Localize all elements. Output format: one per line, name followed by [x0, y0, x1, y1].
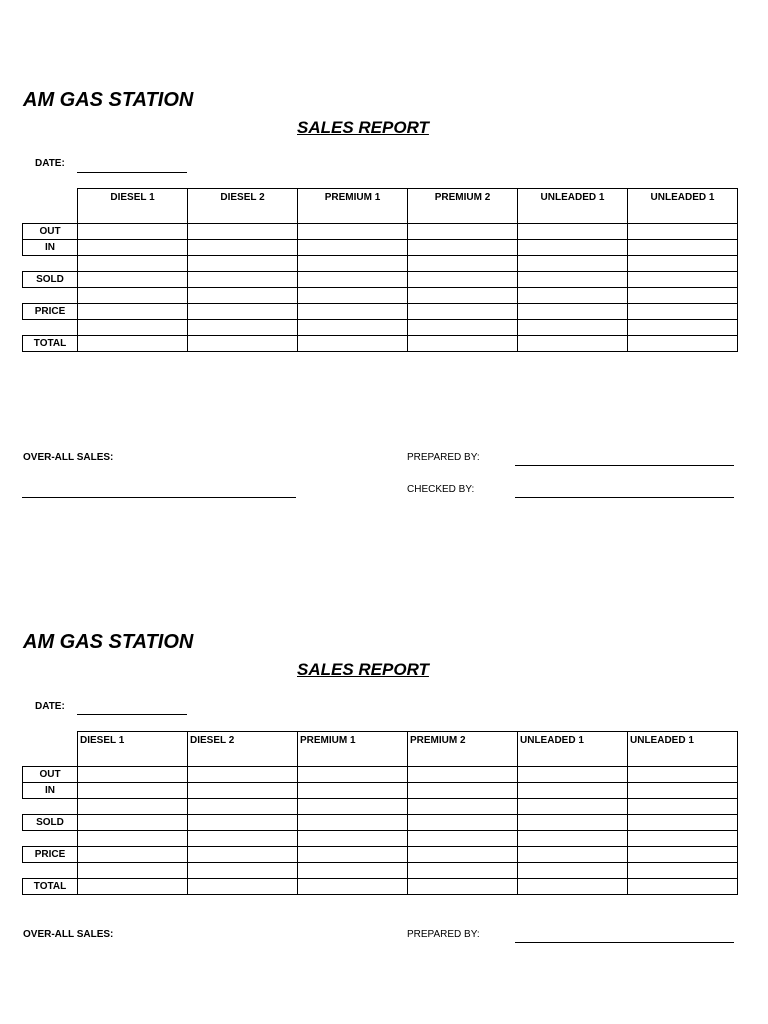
sales-table — [22, 731, 738, 895]
table-cell[interactable] — [298, 256, 408, 272]
table-cell[interactable] — [628, 831, 738, 847]
table-cell[interactable] — [518, 288, 628, 304]
table-cell[interactable] — [298, 879, 408, 895]
table-cell[interactable] — [518, 320, 628, 336]
table-cell[interactable] — [78, 767, 188, 783]
row-label: PRICE — [23, 304, 78, 320]
table-cell[interactable] — [518, 336, 628, 352]
table-cell[interactable] — [298, 783, 408, 799]
table-cell[interactable] — [408, 863, 518, 879]
table-header-row — [23, 189, 738, 224]
table-cell[interactable] — [628, 336, 738, 352]
table-cell[interactable] — [628, 256, 738, 272]
row-label — [23, 831, 78, 847]
table-cell[interactable] — [78, 240, 188, 256]
table-cell[interactable] — [628, 288, 738, 304]
table-cell[interactable] — [408, 847, 518, 863]
table-cell[interactable] — [78, 304, 188, 320]
checked-by-label: CHECKED BY: — [407, 484, 475, 495]
table-cell[interactable] — [518, 272, 628, 288]
table-cell[interactable] — [628, 224, 738, 240]
table-cell[interactable] — [188, 240, 298, 256]
date-field[interactable] — [77, 172, 187, 173]
table-row — [23, 847, 738, 863]
table-row — [23, 240, 738, 256]
table-cell[interactable] — [188, 815, 298, 831]
table-cell[interactable] — [518, 831, 628, 847]
table-cell[interactable] — [408, 304, 518, 320]
table-cell[interactable] — [628, 320, 738, 336]
table-cell[interactable] — [298, 304, 408, 320]
table-cell[interactable] — [408, 288, 518, 304]
column-header: UNLEADED 1 — [518, 189, 628, 224]
prepared-by-field[interactable] — [515, 942, 734, 943]
table-cell[interactable] — [188, 336, 298, 352]
table-cell[interactable] — [188, 272, 298, 288]
table-cell[interactable] — [188, 320, 298, 336]
table-cell[interactable] — [518, 879, 628, 895]
table-cell[interactable] — [628, 847, 738, 863]
table-cell[interactable] — [408, 256, 518, 272]
table-cell[interactable] — [78, 320, 188, 336]
table-cell[interactable] — [188, 799, 298, 815]
row-label — [23, 799, 78, 815]
column-header: PREMIUM 1 — [298, 732, 408, 767]
row-label: TOTAL — [23, 336, 78, 352]
column-header: UNLEADED 1 — [628, 189, 738, 224]
table-cell[interactable] — [78, 256, 188, 272]
table-cell[interactable] — [518, 815, 628, 831]
date-label: DATE: — [35, 701, 65, 712]
table-row — [23, 831, 738, 847]
table-cell[interactable] — [518, 767, 628, 783]
table-cell[interactable] — [518, 783, 628, 799]
station-name: AM GAS STATION — [23, 631, 194, 653]
table-cell[interactable] — [298, 272, 408, 288]
table-row — [23, 272, 738, 288]
table-cell[interactable] — [188, 783, 298, 799]
table-cell[interactable] — [78, 847, 188, 863]
row-label: IN — [23, 240, 78, 256]
table-cell[interactable] — [188, 304, 298, 320]
table-cell[interactable] — [298, 224, 408, 240]
table-cell[interactable] — [408, 767, 518, 783]
table-row — [23, 320, 738, 336]
row-label — [23, 320, 78, 336]
table-cell[interactable] — [188, 767, 298, 783]
table-cell[interactable] — [408, 831, 518, 847]
table-cell[interactable] — [518, 240, 628, 256]
table-cell[interactable] — [298, 815, 408, 831]
table-cell[interactable] — [518, 847, 628, 863]
table-cell[interactable] — [408, 336, 518, 352]
column-header: PREMIUM 1 — [298, 189, 408, 224]
table-cell[interactable] — [408, 320, 518, 336]
table-cell[interactable] — [408, 240, 518, 256]
table-row — [23, 288, 738, 304]
table-cell[interactable] — [408, 879, 518, 895]
table-cell[interactable] — [408, 783, 518, 799]
table-cell[interactable] — [78, 815, 188, 831]
table-row — [23, 879, 738, 895]
overall-sales-field[interactable] — [22, 497, 296, 498]
table-cell[interactable] — [518, 256, 628, 272]
overall-sales-label: OVER-ALL SALES: — [23, 452, 114, 463]
column-header: DIESEL 2 — [188, 732, 298, 767]
table-cell[interactable] — [188, 847, 298, 863]
table-cell[interactable] — [78, 336, 188, 352]
table-cell[interactable] — [298, 767, 408, 783]
table-cell[interactable] — [188, 863, 298, 879]
date-label: DATE: — [35, 158, 65, 169]
table-cell[interactable] — [628, 783, 738, 799]
report-title: SALES REPORT — [297, 118, 429, 137]
table-cell[interactable] — [298, 831, 408, 847]
table-cell[interactable] — [628, 304, 738, 320]
table-row — [23, 256, 738, 272]
table-row — [23, 224, 738, 240]
column-header: UNLEADED 1 — [518, 732, 628, 767]
row-label: TOTAL — [23, 879, 78, 895]
table-cell[interactable] — [628, 879, 738, 895]
table-cell[interactable] — [298, 863, 408, 879]
row-label — [23, 863, 78, 879]
table-cell[interactable] — [628, 767, 738, 783]
station-name: AM GAS STATION — [23, 89, 194, 111]
table-cell[interactable] — [518, 224, 628, 240]
column-header: UNLEADED 1 — [628, 732, 738, 767]
table-cell[interactable] — [628, 272, 738, 288]
table-cell[interactable] — [188, 256, 298, 272]
table-cell[interactable] — [628, 863, 738, 879]
header-corner — [23, 189, 78, 224]
column-header: DIESEL 1 — [78, 189, 188, 224]
table-header-row — [23, 732, 738, 767]
table-cell[interactable] — [78, 879, 188, 895]
table-cell[interactable] — [298, 336, 408, 352]
date-field[interactable] — [77, 714, 187, 715]
table-cell[interactable] — [298, 320, 408, 336]
table-row — [23, 799, 738, 815]
row-label: PRICE — [23, 847, 78, 863]
table-row — [23, 815, 738, 831]
overall-sales-label: OVER-ALL SALES: — [23, 929, 114, 940]
table-cell[interactable] — [518, 863, 628, 879]
row-label: SOLD — [23, 815, 78, 831]
table-cell[interactable] — [408, 815, 518, 831]
column-header: DIESEL 1 — [78, 732, 188, 767]
row-label: OUT — [23, 767, 78, 783]
table-cell[interactable] — [78, 863, 188, 879]
table-cell[interactable] — [78, 288, 188, 304]
table-cell[interactable] — [408, 224, 518, 240]
table-cell[interactable] — [188, 224, 298, 240]
checked-by-field[interactable] — [515, 497, 734, 498]
table-cell[interactable] — [518, 304, 628, 320]
row-label — [23, 288, 78, 304]
sales-table — [22, 188, 738, 352]
table-cell[interactable] — [188, 831, 298, 847]
table-cell[interactable] — [78, 783, 188, 799]
prepared-by-field[interactable] — [515, 465, 734, 466]
prepared-by-label: PREPARED BY: — [407, 452, 480, 463]
header-corner — [23, 732, 78, 767]
table-row — [23, 863, 738, 879]
column-header: PREMIUM 2 — [408, 189, 518, 224]
table-cell[interactable] — [298, 847, 408, 863]
row-label — [23, 256, 78, 272]
row-label: SOLD — [23, 272, 78, 288]
table-row — [23, 783, 738, 799]
table-cell[interactable] — [628, 799, 738, 815]
table-row — [23, 767, 738, 783]
report-title: SALES REPORT — [297, 660, 429, 679]
table-cell[interactable] — [78, 831, 188, 847]
table-cell[interactable] — [78, 272, 188, 288]
column-header: DIESEL 2 — [188, 189, 298, 224]
table-cell[interactable] — [78, 799, 188, 815]
table-cell[interactable] — [78, 224, 188, 240]
column-header: PREMIUM 2 — [408, 732, 518, 767]
table-cell[interactable] — [408, 272, 518, 288]
row-label: OUT — [23, 224, 78, 240]
prepared-by-label: PREPARED BY: — [407, 929, 480, 940]
table-cell[interactable] — [298, 288, 408, 304]
row-label: IN — [23, 783, 78, 799]
table-row — [23, 304, 738, 320]
table-cell[interactable] — [298, 799, 408, 815]
table-cell[interactable] — [188, 288, 298, 304]
table-cell[interactable] — [408, 799, 518, 815]
table-cell[interactable] — [188, 879, 298, 895]
table-cell[interactable] — [518, 799, 628, 815]
table-cell[interactable] — [628, 240, 738, 256]
table-cell[interactable] — [628, 815, 738, 831]
table-cell[interactable] — [298, 240, 408, 256]
table-row — [23, 336, 738, 352]
